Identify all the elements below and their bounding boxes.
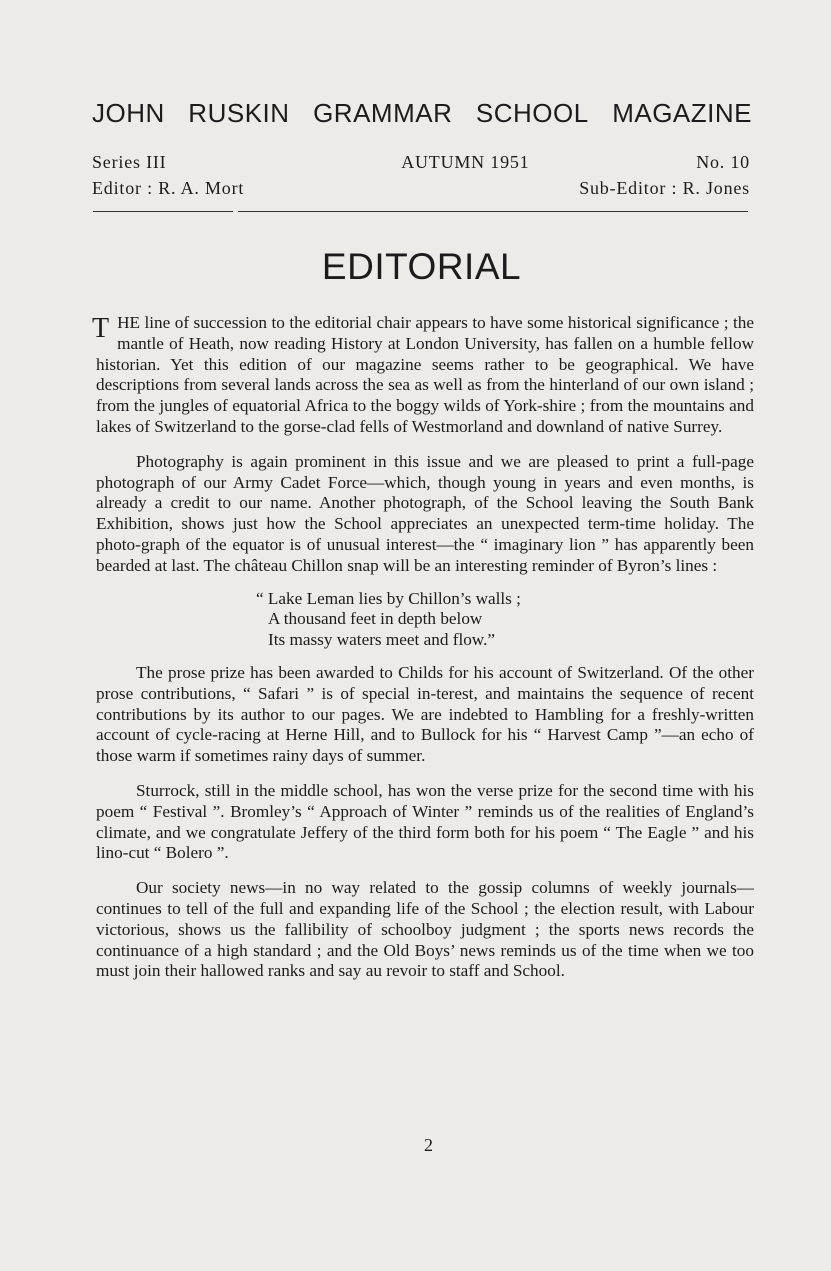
masthead-word: JOHN: [92, 98, 165, 128]
verse-quote: [256, 589, 754, 651]
magazine-masthead: [92, 98, 752, 129]
header-divider: [93, 211, 233, 212]
page-number: 2: [424, 1135, 433, 1155]
masthead-word: GRAMMAR: [313, 98, 453, 128]
paragraph: Our society news—in no way related to the gossip columns of weekly journals—continues to tell of the full and expanding life of the School ; the election result, with Labour victorious, shows us the fallibility of schoolboy judgment ; the sports news records the continuance of a high standard ; and the Old Boys’ news reminds us of the time when we too must join their hallowed ranks and say au revoir to staff and School.: [96, 878, 754, 981]
paragraph: The prose prize has been awarded to Childs for his account of Switzerland. Of the other prose contributions, “ Safari ” is of special in-terest, and maintains the sequence of recent contributions by its author to our pages. We are indebted to Hambling for a freshly-written account of cycle-racing at Herne Hill, and to Bullock for his “ Harvest Camp ”—an echo of those warm if sometimes rainy days of summer.: [96, 662, 754, 766]
drop-cap: T: [92, 313, 110, 344]
issue-number: No. 10: [696, 152, 750, 172]
verse-line: Its massy waters meet and flow.”: [268, 630, 496, 650]
header-divider: [238, 211, 748, 212]
issue-info-row: [92, 152, 750, 173]
paragraph: Sturrock, still in the middle school, has won the verse prize for the second time with his poem “ Festival ”. Bromley’s “ Approach of Winter ” reminds us of the realities of England’s climate, and we congratulate Jeffery of the third form both for his poem “ The Eagle ” and his lino-cut “ Bolero ”.: [96, 780, 754, 863]
paragraph: [92, 313, 754, 438]
page-title: EDITORIAL: [321, 246, 522, 287]
series-label: Series III: [92, 152, 167, 172]
issue-date: AUTUMN 1951: [401, 152, 530, 172]
masthead-word: MAGAZINE: [612, 98, 752, 128]
sub-editor-credit: Sub-Editor : R. Jones: [579, 178, 750, 198]
verse-line: A thousand feet in depth below: [268, 609, 483, 629]
verse-line: “ Lake Leman lies by Chillon’s walls ;: [256, 588, 521, 608]
masthead-word: SCHOOL: [475, 98, 589, 128]
editorial-body: [92, 313, 754, 982]
paragraph: Photography is again prominent in this issue and we are pleased to print a full-page photograph of our Army Cadet Force—which, though young in years and even months, is already a credit to our name. Another photograph, of the School leaving the South Bank Exhibition, shows just how the School appreciates an unexpected term-time holiday. The photo-graph of the equator is of unusual interest—the “ imaginary lion ” has apparently been bearded at last. The château Chillon snap will be an interesting reminder of Byron’s lines :: [96, 451, 754, 575]
editor-credit: Editor : R. A. Mort: [92, 178, 245, 198]
editors-row: [92, 178, 750, 199]
masthead-word: RUSKIN: [188, 98, 290, 128]
paragraph-text: HE line of succession to the editorial chair appears to have some historical significance ; the mantle of Heath, now reading History at London University, has fallen on a humble fellow historian. Yet this edition of our magazine seems rather to be geographical. We have descriptions from several lands across the sea as well as from the hinterland of our own island ; from the jungles of equatorial Africa to the boggy wilds of York-shire ; from the mountains and lakes of Switzerland to the gorse-clad fells of Westmorland and downland of native Surrey.: [96, 313, 754, 436]
